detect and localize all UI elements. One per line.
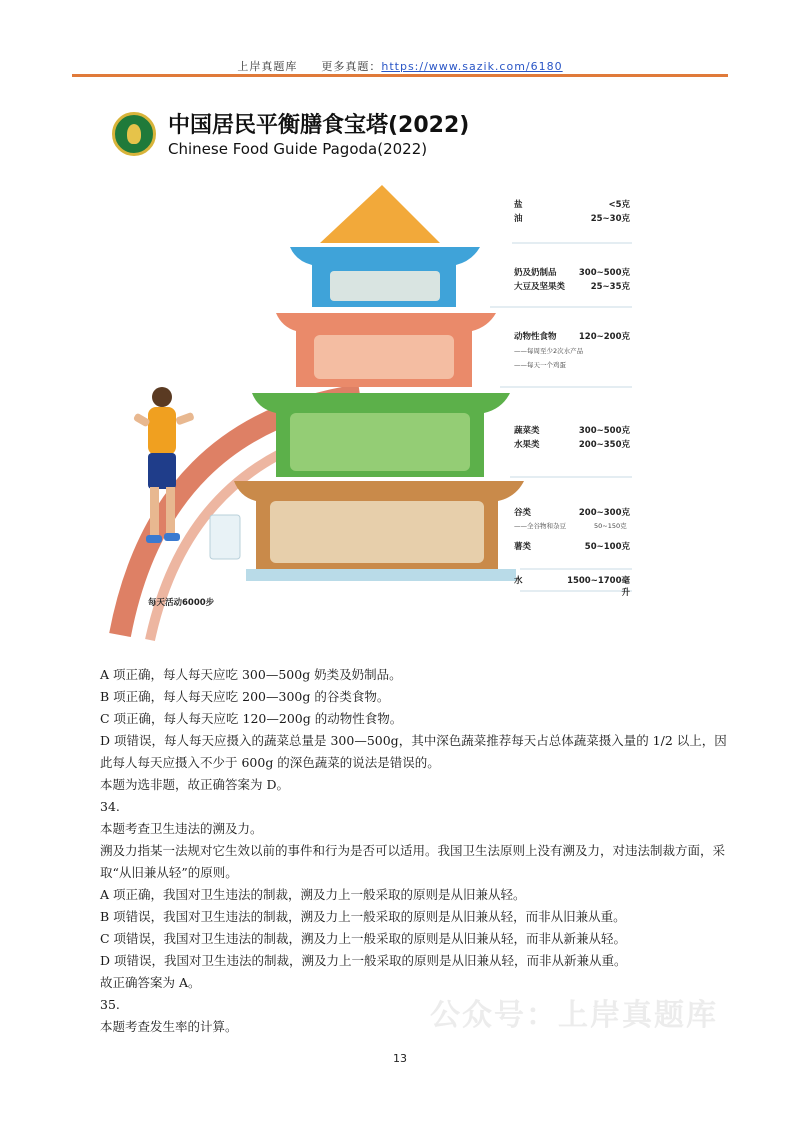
paragraph-option-d: D 项错误，每人每天应摄入的蔬菜总量是 300—500g，其中深色蔬菜推荐每天占总体蔬菜摄入量的 1/2 以上，因此每人每天应摄入不少于 600g 的深色蔬菜的说法是错误的。 <box>100 733 727 770</box>
paragraph-topic-34: 本题考查卫生违法的溯及力。 <box>100 821 263 836</box>
label-dairy: 奶及奶制品 <box>514 268 557 278</box>
amount-tubers: 50~100克 <box>584 542 630 552</box>
amount-animal-food: 120~200克 <box>578 332 630 342</box>
header-prefix: 上岸真题库 更多真题： <box>237 60 382 73</box>
paragraph-answer-34: 故正确答案为 A。 <box>100 975 201 990</box>
watermark: 公众号：上岸真题库 <box>430 998 718 1033</box>
paragraph-34-option-c: C 项错误，我国对卫生违法的制裁，溯及力上一般采取的原则是从旧兼从轻，而非从新兼从轻。 <box>100 931 627 946</box>
note-whole-grains: ——全谷物和杂豆 <box>514 522 566 530</box>
label-grains: 谷类 <box>514 508 532 518</box>
label-vegetables: 蔬菜类 <box>514 426 540 436</box>
amount-grains: 200~300克 <box>578 508 630 518</box>
amount-salt: <5克 <box>608 200 630 210</box>
paragraph-option-c: C 项正确，每人每天应吃 120—200g 的动物性食物。 <box>100 711 403 726</box>
note-egg: ——每天一个鸡蛋 <box>514 361 566 369</box>
page-header <box>0 58 800 74</box>
page-number: 13 <box>393 1052 407 1065</box>
pagoda-level-salt-oil <box>320 185 440 243</box>
amount-fruit: 200~350克 <box>578 440 630 450</box>
amount-water: 1500~1700毫升 <box>567 576 630 598</box>
amount-oil: 25~30克 <box>590 214 630 224</box>
pagoda-base-water <box>246 569 516 581</box>
amount-dairy: 300~500克 <box>578 268 630 278</box>
label-salt: 盐 <box>514 200 523 210</box>
paragraph-34-option-b: B 项错误，我国对卫生违法的制裁，溯及力上一般采取的原则是从旧兼从轻，而非从旧兼从重。 <box>100 909 626 924</box>
label-oil: 油 <box>514 214 523 224</box>
header-link[interactable]: https://www.sazik.com/6180 <box>381 60 563 73</box>
note-whole-grains-amount: 50~150克 <box>594 522 627 530</box>
figure-title-cn: 中国居民平衡膳食宝塔(2022) <box>168 113 470 138</box>
label-fruit: 水果类 <box>514 440 540 450</box>
food-pagoda-figure <box>100 95 700 650</box>
label-water: 水 <box>514 576 523 586</box>
header-divider <box>72 74 728 77</box>
paragraph-34-option-a: A 项正确，我国对卫生违法的制裁，溯及力上一般采取的原则是从旧兼从轻。 <box>100 887 526 902</box>
amount-soy-nuts: 25~35克 <box>590 282 630 292</box>
paragraph-option-b: B 项正确，每人每天应吃 200—300g 的谷类食物。 <box>100 689 390 704</box>
paragraph-topic-35: 本题考查发生率的计算。 <box>100 1019 238 1034</box>
runner-caption: 每天活动6000步 <box>148 598 215 608</box>
label-soy-nuts: 大豆及坚果类 <box>514 282 566 292</box>
label-tubers: 薯类 <box>514 542 532 552</box>
paragraph-option-a: A 项正确，每人每天应吃 300—500g 奶类及奶制品。 <box>100 667 402 682</box>
paragraph-answer-33: 本题为选非题，故正确答案为 D。 <box>100 777 289 792</box>
note-seafood: ——每周至少2次水产品 <box>514 347 584 355</box>
question-number-35: 35. <box>100 997 120 1012</box>
nutrition-society-logo-icon <box>112 112 156 156</box>
figure-title-en: Chinese Food Guide Pagoda(2022) <box>168 140 428 158</box>
water-glass <box>210 515 240 559</box>
paragraph-definition: 溯及力指某一法规对它生效以前的事件和行为是否可以适用。我国卫生法原则上没有溯及力，对违法制裁方面，采取“从旧兼从轻”的原则。 <box>100 843 726 880</box>
question-number-34: 34. <box>100 799 120 814</box>
label-animal-food: 动物性食物 <box>514 332 557 342</box>
amount-vegetables: 300~500克 <box>578 426 630 436</box>
paragraph-34-option-d: D 项错误，我国对卫生违法的制裁，溯及力上一般采取的原则是从旧兼从轻，而非从新兼从重。 <box>100 953 627 968</box>
